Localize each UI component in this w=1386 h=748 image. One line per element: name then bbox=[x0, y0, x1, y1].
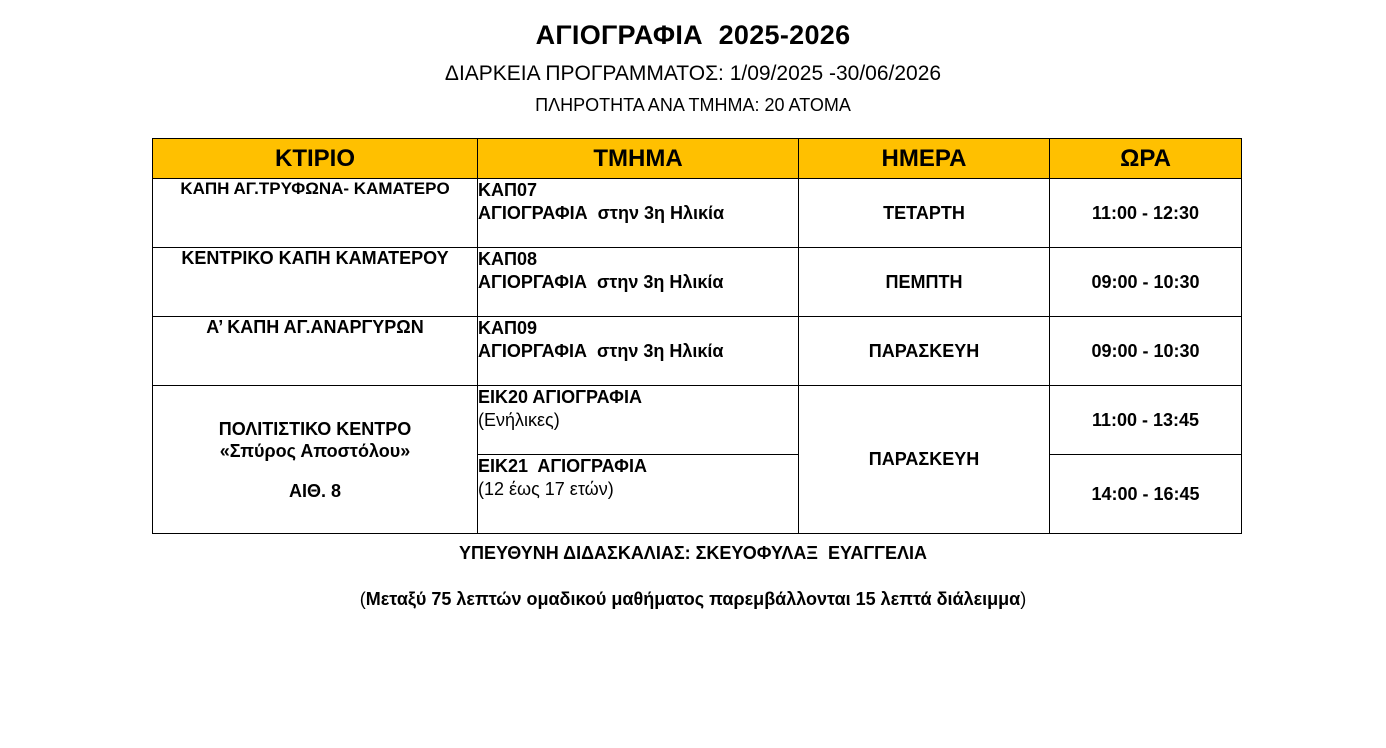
department-cell bbox=[478, 317, 799, 386]
building-cell-cultural-center bbox=[153, 386, 478, 534]
day-cell: ΠΑΡΑΣΚΕΥΗ bbox=[799, 386, 1050, 534]
department-name: ΑΓΙΟΡΓΑΦΙΑ στην 3η Ηλικία bbox=[478, 341, 724, 361]
program-duration: ΔΙΑΡΚΕΙΑ ΠΡΟΓΡΑΜΜΑΤΟΣ: 1/09/2025 -30/06/2026 bbox=[444, 62, 942, 85]
table-row bbox=[153, 386, 1242, 455]
table-row bbox=[153, 317, 1242, 386]
column-header-day: ΗΜΕΡΑ bbox=[799, 139, 1050, 179]
column-header-department: ΤΜΗΜΑ bbox=[478, 139, 799, 179]
time-cell: 09:00 - 10:30 bbox=[1050, 248, 1242, 317]
building-subtitle: «Σπύρος Αποστόλου» bbox=[219, 440, 411, 461]
department-cell bbox=[478, 179, 799, 248]
building-cell: Α’ ΚΑΠΗ ΑΓ.ΑΝΑΡΓΥΡΩΝ bbox=[153, 317, 478, 386]
note-text: Μεταξύ 75 λεπτών ομαδικού μαθήματος παρεμβάλλονται 15 λεπτά διάλειμμα bbox=[365, 589, 1021, 609]
building-room: ΑΙΘ. 8 bbox=[288, 480, 341, 501]
department-title: ΕΙΚ21 ΑΓΙΟΓΡΑΦΙΑ bbox=[478, 456, 647, 476]
schedule-table bbox=[152, 138, 1242, 534]
day-cell: ΠΕΜΠΤΗ bbox=[799, 248, 1050, 317]
department-title: ΕΙΚ20 ΑΓΙΟΓΡΑΦΙΑ bbox=[478, 387, 642, 407]
time-cell: 09:00 - 10:30 bbox=[1050, 317, 1242, 386]
department-cell bbox=[478, 455, 799, 534]
day-cell: ΤΕΤΑΡΤΗ bbox=[799, 179, 1050, 248]
group-capacity: ΠΛΗΡΟΤΗΤΑ ΑΝΑ ΤΜΗΜΑ: 20 ΑΤΟΜΑ bbox=[535, 95, 851, 115]
table-row bbox=[153, 179, 1242, 248]
note-close-paren: ) bbox=[1020, 589, 1027, 609]
column-header-time: ΩΡΑ bbox=[1050, 139, 1242, 179]
time-cell: 14:00 - 16:45 bbox=[1050, 455, 1242, 534]
building-name: ΠΟΛΙΤΙΣΤΙΚΟ ΚΕΝΤΡΟ bbox=[218, 418, 412, 439]
time-cell: 11:00 - 12:30 bbox=[1050, 179, 1242, 248]
page-title: ΑΓΙΟΓΡΑΦΙΑ 2025-2026 bbox=[535, 20, 851, 50]
note-open-paren: ( bbox=[359, 589, 366, 609]
department-code: ΚΑΠ07 bbox=[478, 180, 538, 200]
building-cell: ΚΕΝΤΡΙΚΟ ΚΑΠΗ ΚΑΜΑΤΕΡΟΥ bbox=[153, 248, 478, 317]
department-audience: (Ενήλικες) bbox=[478, 410, 560, 430]
building-cell: ΚΑΠΗ ΑΓ.ΤΡΥΦΩΝΑ- ΚΑΜΑΤΕΡΟ bbox=[153, 179, 478, 248]
department-audience: (12 έως 17 ετών) bbox=[478, 479, 614, 499]
column-header-building: ΚΤΙΡΙΟ bbox=[153, 139, 478, 179]
break-note bbox=[0, 589, 1386, 610]
department-name: ΑΓΙΟΡΓΑΦΙΑ στην 3η Ηλικία bbox=[478, 272, 724, 292]
department-cell bbox=[478, 248, 799, 317]
department-code: ΚΑΠ08 bbox=[478, 249, 538, 269]
department-code: ΚΑΠ09 bbox=[478, 318, 538, 338]
table-header-row bbox=[153, 139, 1242, 179]
instructor-line: ΥΠΕΥΘΥΝΗ ΔΙΔΑΣΚΑΛΙΑΣ: ΣΚΕΥΟΦΥΛΑΞ ΕΥΑΓΓΕΛΙΑ bbox=[458, 543, 928, 563]
day-cell: ΠΑΡΑΣΚΕΥΗ bbox=[799, 317, 1050, 386]
department-cell bbox=[478, 386, 799, 455]
department-name: ΑΓΙΟΓΡΑΦΙΑ στην 3η Ηλικία bbox=[478, 203, 725, 223]
table-row bbox=[153, 248, 1242, 317]
time-cell: 11:00 - 13:45 bbox=[1050, 386, 1242, 455]
